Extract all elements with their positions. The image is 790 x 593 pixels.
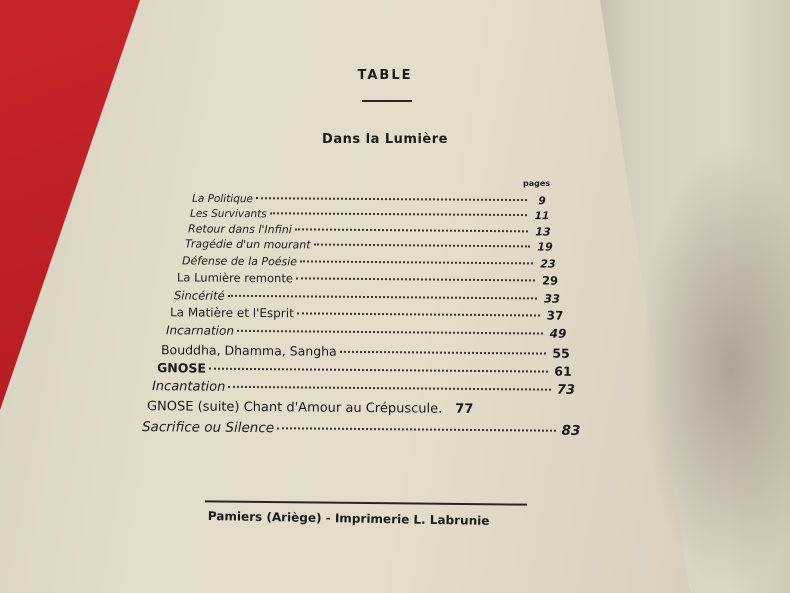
dot-leader bbox=[237, 330, 543, 335]
toc-entry-label: Retour dans l'Infini bbox=[187, 222, 292, 237]
toc-entry-label: Tragédie d'un mourant bbox=[184, 237, 311, 252]
dot-leader bbox=[300, 260, 533, 264]
dot-leader bbox=[209, 368, 548, 373]
toc-entry-label: Les Survivants bbox=[189, 207, 267, 221]
toc-entry bbox=[147, 399, 580, 418]
toc-entry-page: 37 bbox=[546, 308, 564, 323]
toc-entry bbox=[192, 193, 554, 208]
toc-entry-page: 13 bbox=[535, 225, 551, 239]
pages-column-label: pages bbox=[523, 179, 551, 188]
toc-entry-label: La Politique bbox=[191, 192, 254, 206]
toc-entry bbox=[185, 237, 557, 253]
toc-entry-label: GNOSE (suite) Chant d'Amour au Crépuscule. bbox=[146, 399, 443, 417]
toc-entry-page: 29 bbox=[541, 273, 559, 288]
dot-leader bbox=[296, 277, 535, 281]
dot-leader bbox=[256, 197, 527, 201]
toc-entry bbox=[152, 379, 578, 398]
toc-entry-page: 61 bbox=[554, 363, 572, 379]
dot-leader bbox=[228, 386, 551, 391]
toc-entry bbox=[182, 254, 560, 270]
dot-leader bbox=[277, 427, 556, 431]
toc-entry-page: 11 bbox=[534, 210, 550, 223]
toc-entry-page: 77 bbox=[455, 401, 474, 417]
dot-leader bbox=[297, 312, 540, 316]
toc-entry-label: Défense de la Poésie bbox=[181, 254, 298, 269]
toc-entry bbox=[174, 288, 564, 305]
toc-entry-page: 19 bbox=[537, 240, 553, 254]
toc-entry-page: 33 bbox=[543, 291, 561, 306]
toc-entry-label: Sacrifice ou Silence bbox=[141, 419, 275, 437]
title-divider bbox=[362, 100, 412, 102]
toc-entry bbox=[157, 360, 575, 379]
printer-imprint: Pamiers (Ariège) - Imprimerie L. Labrunie bbox=[207, 509, 490, 528]
toc-entry-label: Bouddha, Dhamma, Sangha bbox=[160, 342, 337, 359]
toc-entry bbox=[166, 323, 570, 341]
toc-entry bbox=[188, 222, 555, 238]
toc-entry-label: Incantation bbox=[151, 379, 226, 395]
toc-entry bbox=[177, 270, 562, 287]
dot-leader bbox=[270, 212, 527, 216]
toc-entry bbox=[190, 208, 554, 223]
toc-entry bbox=[142, 419, 583, 439]
toc-entry-label: GNOSE bbox=[156, 360, 206, 376]
toc-entry-page: 73 bbox=[556, 382, 576, 398]
toc-entry-page: 55 bbox=[552, 345, 570, 361]
toc-entry-page: 9 bbox=[538, 195, 546, 208]
dot-leader bbox=[340, 351, 546, 355]
toc-entry bbox=[161, 342, 573, 361]
toc-entry-label: La Lumière remonte bbox=[176, 270, 294, 286]
toc-entry-page: 23 bbox=[540, 257, 556, 271]
footer-divider bbox=[205, 500, 527, 505]
dot-leader bbox=[314, 243, 530, 247]
toc-entry bbox=[170, 305, 567, 322]
toc-entry-label: Sincérité bbox=[173, 288, 225, 303]
dot-leader bbox=[295, 228, 528, 232]
toc-entry-page: 83 bbox=[561, 422, 581, 439]
page-title: TABLE bbox=[357, 68, 413, 83]
section-title: Dans la Lumière bbox=[322, 132, 448, 147]
toc-entry-label: La Matière et l'Esprit bbox=[169, 305, 294, 321]
toc-entry-label: Incarnation bbox=[165, 323, 235, 338]
toc-entry-page: 49 bbox=[549, 326, 567, 341]
dot-leader bbox=[228, 295, 537, 300]
